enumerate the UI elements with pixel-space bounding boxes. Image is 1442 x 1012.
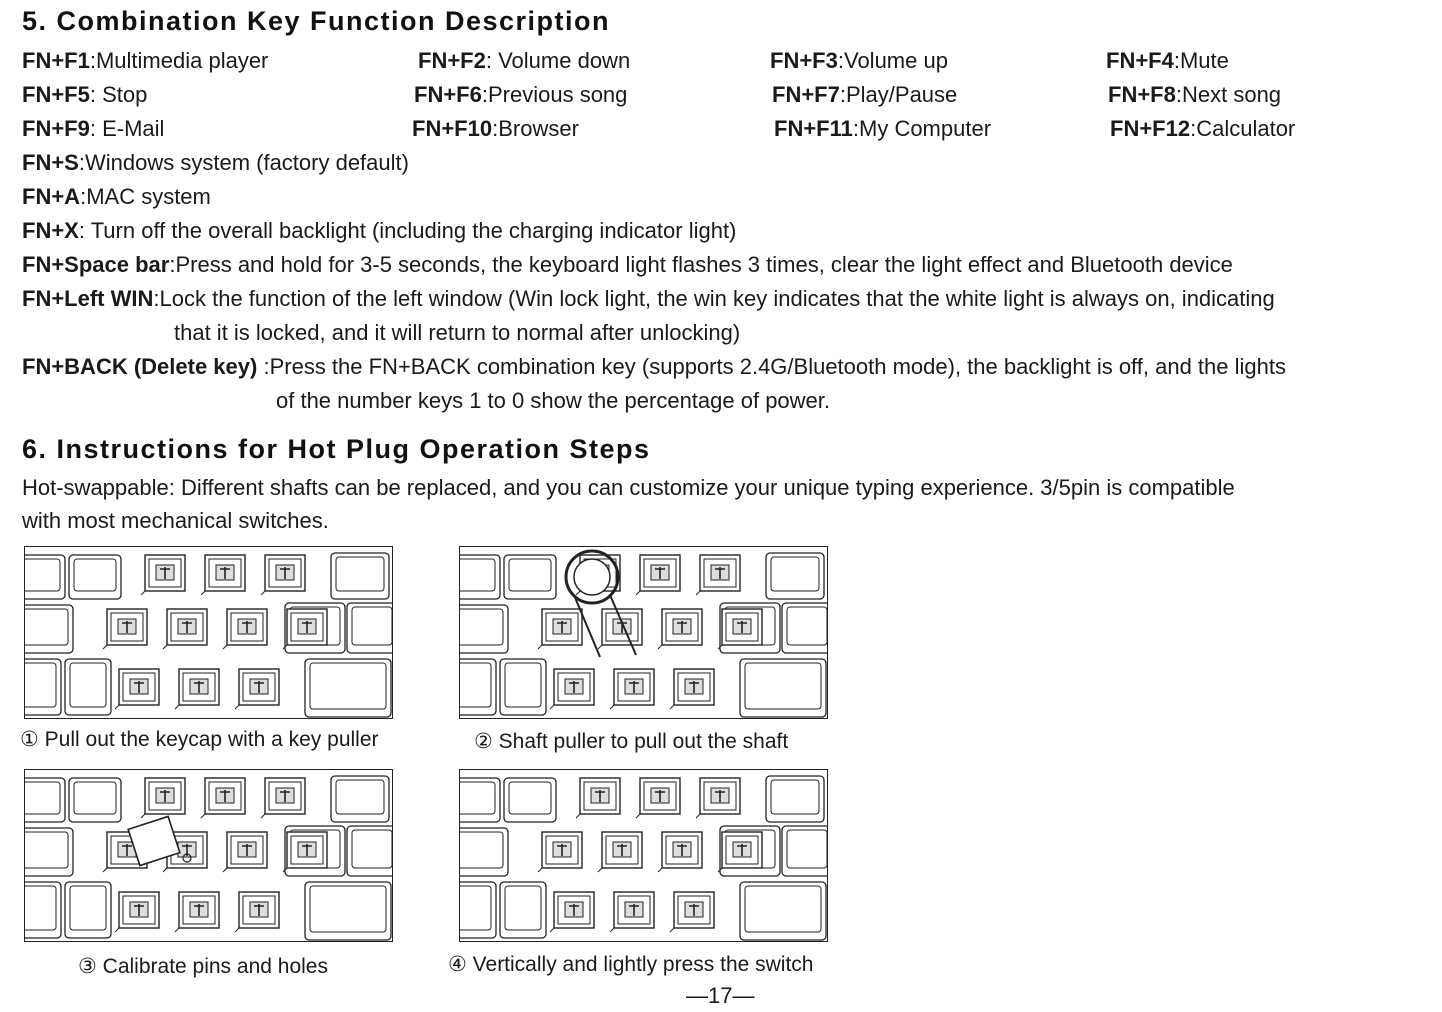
key-fn-f1: FN+F1:Multimedia player [22,48,269,73]
key-fn-f10: FN+F10:Browser [412,116,579,141]
step2-caption: ② Shaft puller to pull out the shaft [474,730,789,753]
key-fn-back-cont: of the number keys 1 to 0 show the percentage of power. [276,388,831,413]
section6-intro-line1: Hot-swappable: Different shafts can be replaced, and you can customize your unique typing experience. 3/5pin is compatible [22,475,1235,500]
step1-illustration [24,546,393,719]
step4-illustration [459,769,828,942]
step1-caption: ① Pull out the keycap with a key puller [20,728,379,751]
key-fn-f12: FN+F12:Calculator [1110,116,1296,141]
key-fn-space: FN+Space bar:Press and hold for 3-5 seconds, the keyboard light flashes 3 times, clear the light effect and Bluetooth device [22,252,1233,277]
section6-intro-line2: with most mechanical switches. [22,508,329,533]
step2-illustration [459,546,828,719]
key-fn-left-win-cont: that it is locked, and it will return to normal after unlocking) [174,320,741,345]
key-fn-left-win: FN+Left WIN:Lock the function of the left window (Win lock light, the win key indicates that the white light is always on, indicating [22,286,1275,311]
step4-caption: ④ Vertically and lightly press the switch [448,953,814,976]
key-fn-s: FN+S:Windows system (factory default) [22,150,409,175]
section5-title: 5. Combination Key Function Description [22,6,611,36]
key-fn-x: FN+X: Turn off the overall backlight (including the charging indicator light) [22,218,737,243]
page-number: —17— [686,983,755,1008]
key-fn-f5: FN+F5: Stop [22,82,148,107]
key-fn-back: FN+BACK (Delete key) :Press the FN+BACK combination key (supports 2.4G/Bluetooth mode), the backlight is off, and the lights [22,354,1286,379]
step3-illustration [24,769,393,942]
key-fn-f3: FN+F3:Volume up [770,48,948,73]
key-fn-f11: FN+F11:My Computer [774,116,992,141]
step3-caption: ③ Calibrate pins and holes [78,955,328,978]
key-fn-f8: FN+F8:Next song [1108,82,1282,107]
key-fn-a: FN+A:MAC system [22,184,211,209]
key-fn-f9: FN+F9: E-Mail [22,116,165,141]
key-fn-f7: FN+F7:Play/Pause [772,82,958,107]
key-fn-f2: FN+F2: Volume down [418,48,631,73]
key-fn-f6: FN+F6:Previous song [414,82,628,107]
key-fn-f4: FN+F4:Mute [1106,48,1229,73]
section6-title: 6. Instructions for Hot Plug Operation Steps [22,434,651,464]
